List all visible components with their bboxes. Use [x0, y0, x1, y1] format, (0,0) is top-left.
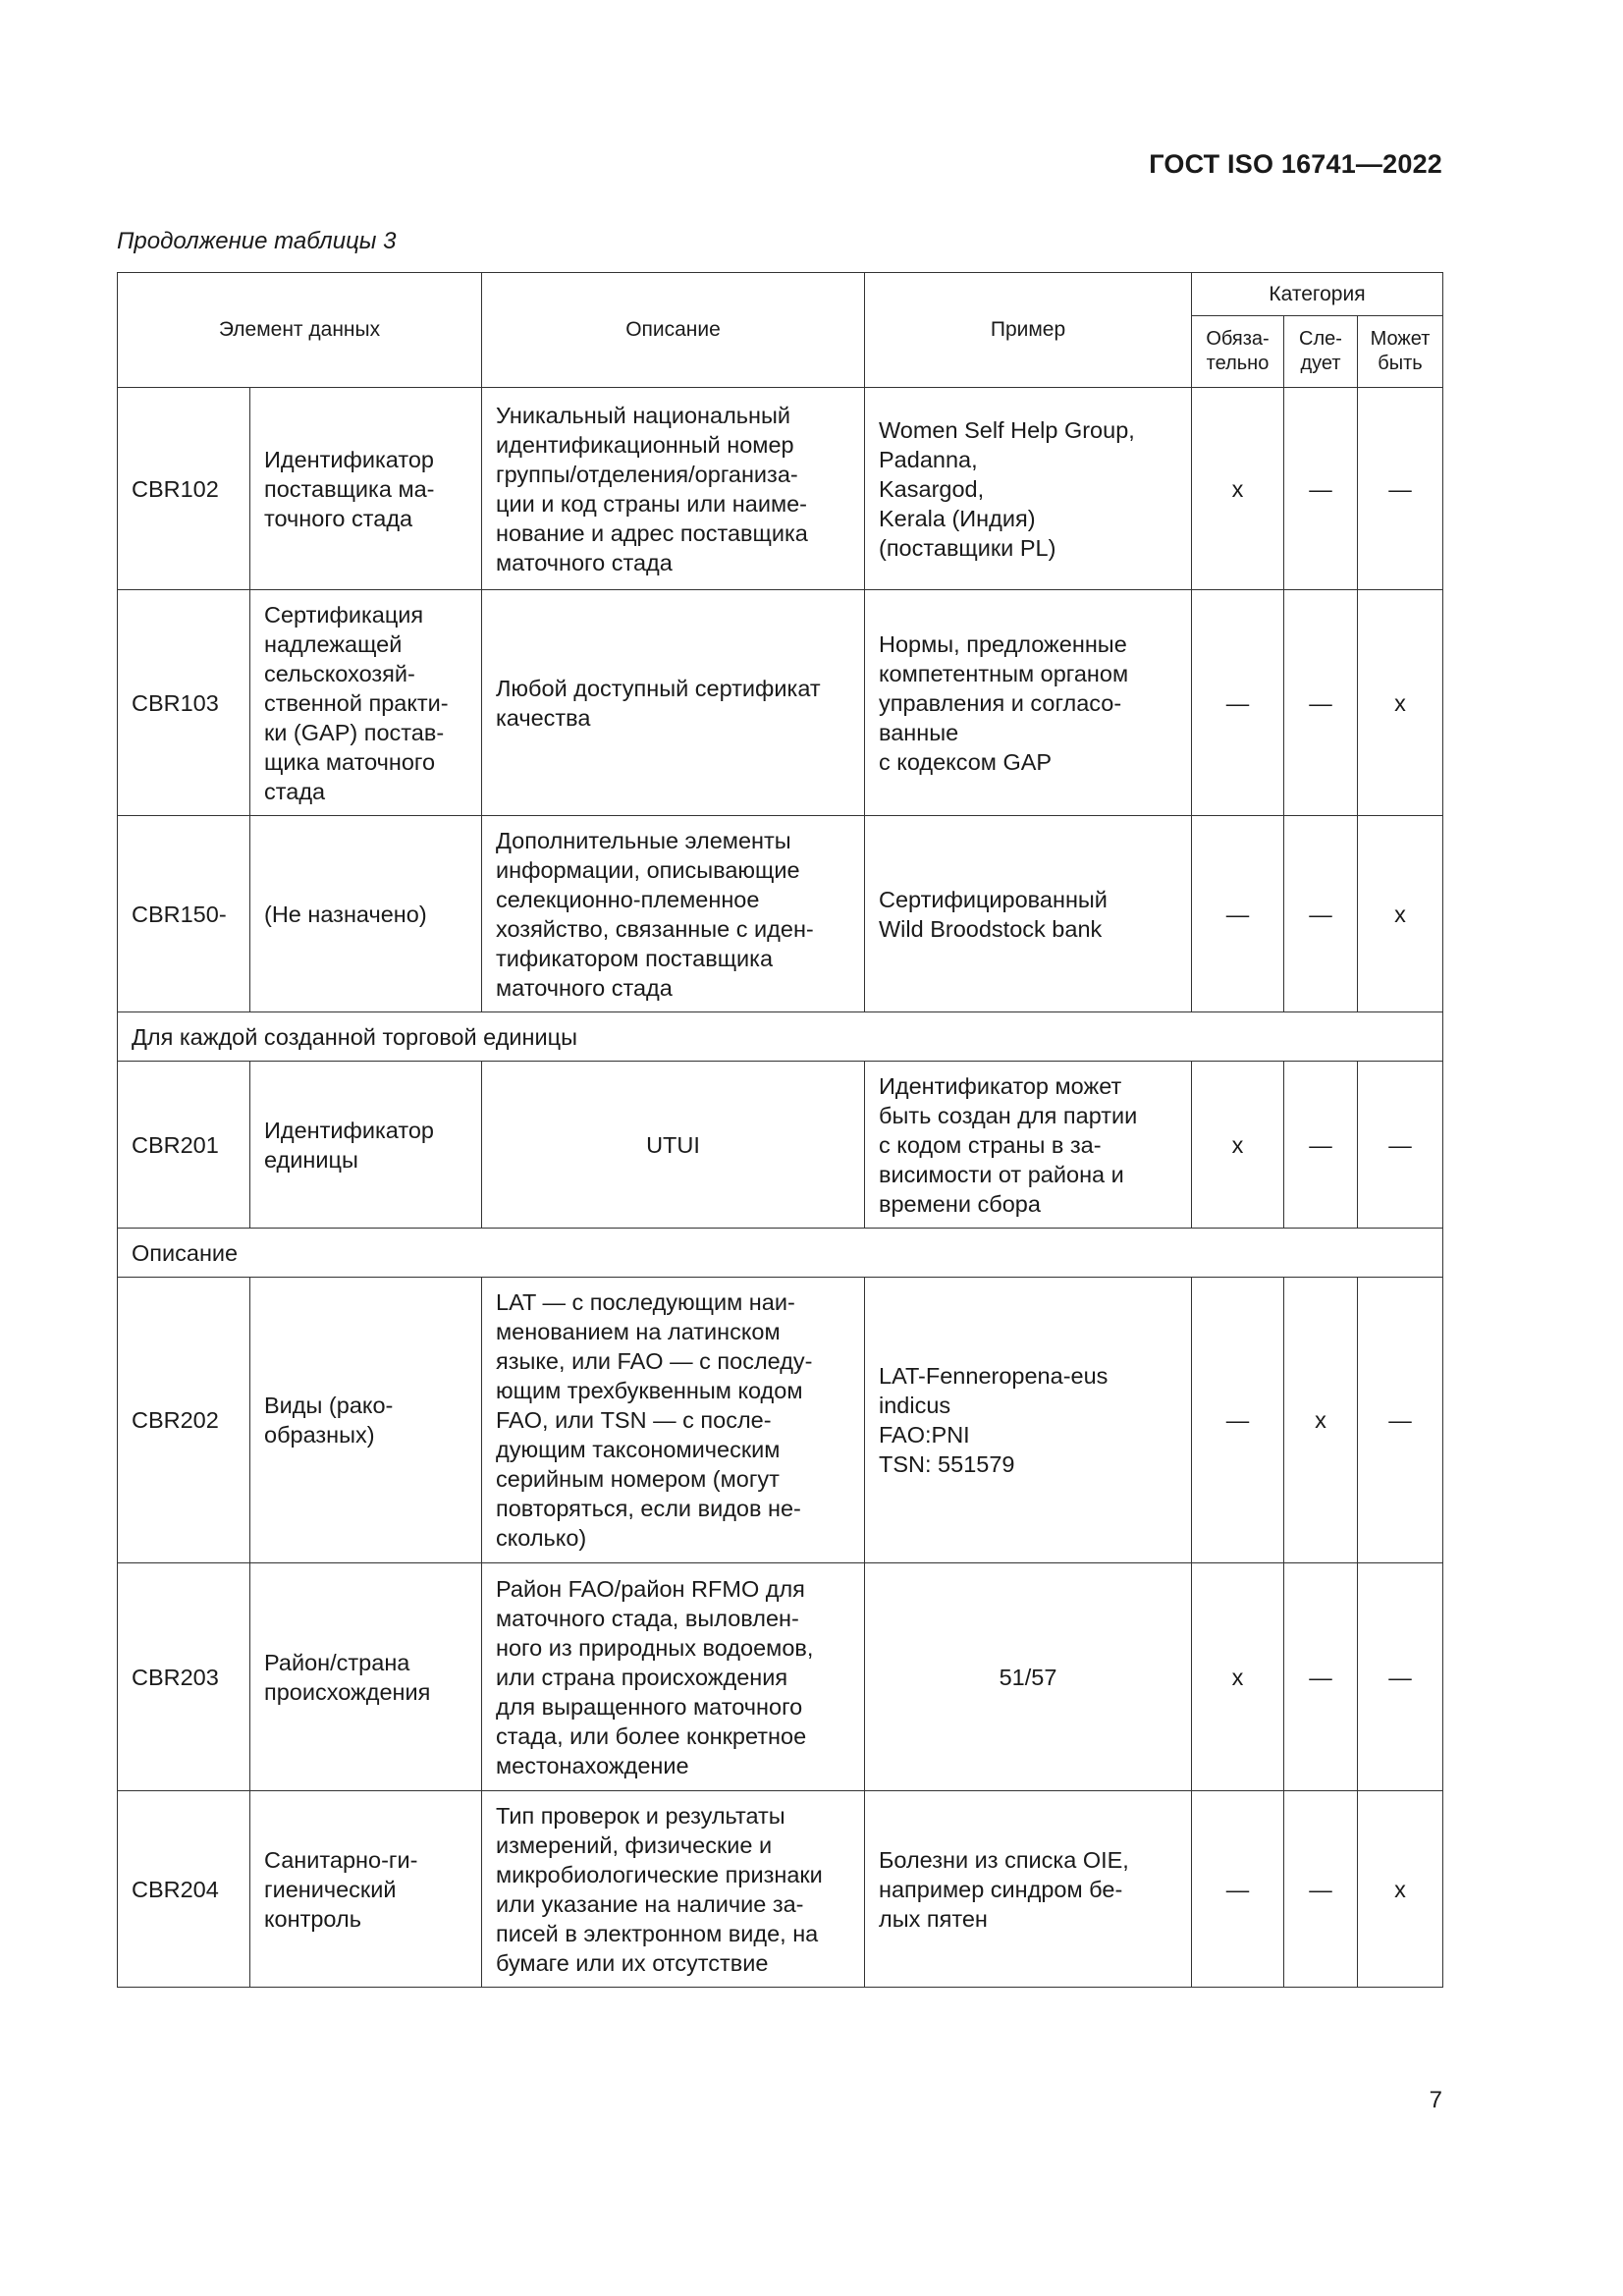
element-code: CBR204	[118, 1791, 250, 1988]
header-category: Категория	[1192, 273, 1443, 316]
category-may-mark: х	[1358, 816, 1443, 1012]
header-data-element: Элемент данных	[118, 273, 482, 388]
category-should-mark: х	[1284, 1278, 1358, 1563]
element-example: Нормы, предложенные компетентным органом управления и согласо- ванные с кодексом GAP	[865, 590, 1192, 816]
table-row	[118, 816, 1443, 1012]
category-may-mark: —	[1358, 1278, 1443, 1563]
table-row	[118, 388, 1443, 590]
element-code: CBR102	[118, 388, 250, 590]
table-row	[118, 1062, 1443, 1229]
element-code: CBR201	[118, 1062, 250, 1229]
element-example: Сертифицированный Wild Broodstock bank	[865, 816, 1192, 1012]
table-row	[118, 1563, 1443, 1791]
element-name: Район/страна происхождения	[250, 1563, 482, 1791]
element-example: Women Self Help Group, Padanna, Kasargod, Kerala (Индия) (поставщики PL)	[865, 388, 1192, 590]
element-code: CBR103	[118, 590, 250, 816]
element-example: Болезни из списка OIE, например синдром бе- лых пятен	[865, 1791, 1192, 1988]
element-description: Любой доступный сертификат качества	[482, 590, 865, 816]
element-description: Район FAO/район RFMO для маточного стада, выловлен- ного из природных водоемов, или страна происхождения для выращенного маточного стада, или более конкретное местонахождение	[482, 1563, 865, 1791]
element-name: Виды (рако- образных)	[250, 1278, 482, 1563]
page-number: 7	[1429, 2087, 1442, 2113]
category-should-mark: —	[1284, 590, 1358, 816]
element-name: Сертификация надлежащей сельскохозяй- ственной практи- ки (GAP) постав- щика маточного стада	[250, 590, 482, 816]
element-name: Идентификатор единицы	[250, 1062, 482, 1229]
category-may-mark: х	[1358, 590, 1443, 816]
element-description: Уникальный национальный идентификационный номер группы/отделения/организа- ции и код страны или наиме- нование и адрес поставщика маточного стада	[482, 388, 865, 590]
element-description: UTUI	[482, 1062, 865, 1229]
element-code: CBR202	[118, 1278, 250, 1563]
element-code: CBR150-	[118, 816, 250, 1012]
table-row	[118, 1791, 1443, 1988]
standard-designation: ГОСТ ISO 16741—2022	[1149, 149, 1442, 179]
category-mandatory-mark: —	[1192, 1791, 1284, 1988]
category-mandatory-mark: —	[1192, 590, 1284, 816]
category-should-mark: —	[1284, 1791, 1358, 1988]
category-mandatory-mark: —	[1192, 1278, 1284, 1563]
category-may-mark: —	[1358, 1563, 1443, 1791]
data-elements-table	[117, 272, 1443, 1988]
element-example: LAT-Fenneropena-eus indicus FAO:PNI TSN: 551579	[865, 1278, 1192, 1563]
category-should-mark: —	[1284, 388, 1358, 590]
category-mandatory-mark: х	[1192, 388, 1284, 590]
category-mandatory-mark: х	[1192, 1062, 1284, 1229]
header-category-mandatory: Обяза- тельно	[1192, 316, 1284, 388]
element-example: Идентификатор может быть создан для партии с кодом страны в за- висимости от района и времени сбора	[865, 1062, 1192, 1229]
element-description: Тип проверок и результаты измерений, физические и микробиологические признаки или указание на наличие за- писей в электронном виде, на бумаге или их отсутствие	[482, 1791, 865, 1988]
element-example: 51/57	[865, 1563, 1192, 1791]
category-mandatory-mark: —	[1192, 816, 1284, 1012]
element-code: CBR203	[118, 1563, 250, 1791]
category-may-mark: х	[1358, 1791, 1443, 1988]
category-may-mark: —	[1358, 1062, 1443, 1229]
category-mandatory-mark: х	[1192, 1563, 1284, 1791]
header-category-may: Может быть	[1358, 316, 1443, 388]
category-should-mark: —	[1284, 816, 1358, 1012]
category-should-mark: —	[1284, 1563, 1358, 1791]
section-heading-description: Описание	[118, 1229, 1443, 1278]
element-name: Идентификатор поставщика ма- точного стада	[250, 388, 482, 590]
category-may-mark: —	[1358, 388, 1443, 590]
section-heading-trade-unit: Для каждой созданной торговой единицы	[118, 1012, 1443, 1062]
header-description: Описание	[482, 273, 865, 388]
header-category-should: Сле- дует	[1284, 316, 1358, 388]
element-name: (Не назначено)	[250, 816, 482, 1012]
table-continuation-caption: Продолжение таблицы 3	[117, 228, 397, 254]
element-description: LAT — с последующим наи- менованием на латинском языке, или FAO — с последу- ющим трехбуквенным кодом FAO, или TSN — с после- дующим таксономическим серийным номером (могут повторяться, если видов не- сколько)	[482, 1278, 865, 1563]
category-should-mark: —	[1284, 1062, 1358, 1229]
element-name: Санитарно-ги- гиенический контроль	[250, 1791, 482, 1988]
table-row	[118, 590, 1443, 816]
element-description: Дополнительные элементы информации, описывающие селекционно-племенное хозяйство, связанные с иден- тификатором поставщика маточного стада	[482, 816, 865, 1012]
table-row	[118, 1278, 1443, 1563]
header-example: Пример	[865, 273, 1192, 388]
